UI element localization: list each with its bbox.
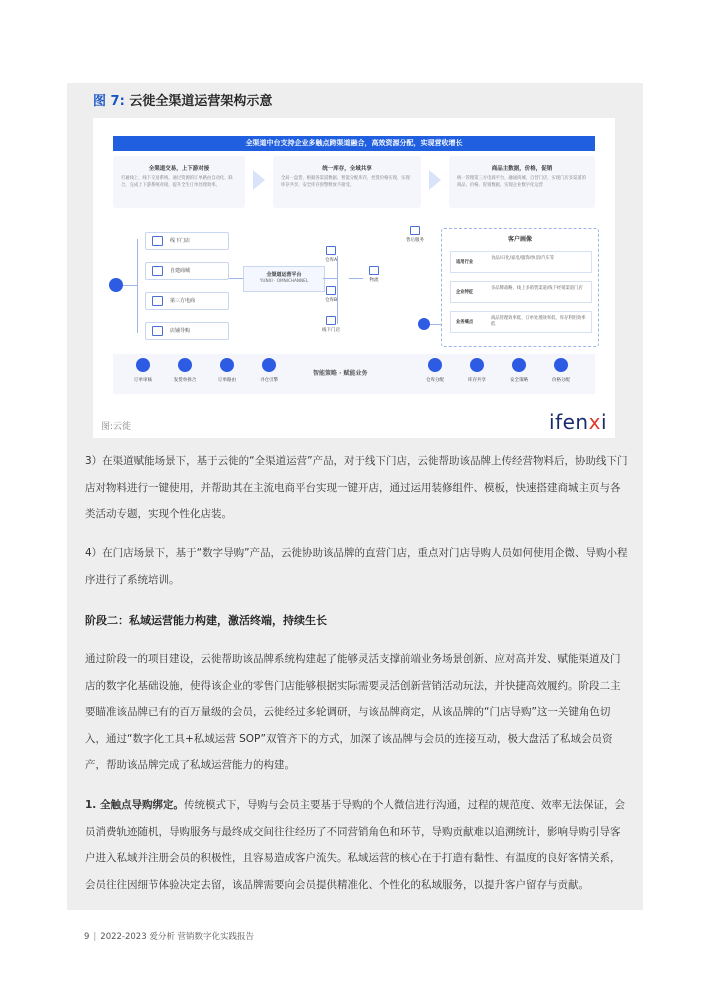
strategy-item	[415, 358, 455, 383]
truck-icon	[369, 266, 379, 275]
connector	[137, 239, 138, 333]
figure-credit: 图:云徙	[101, 422, 132, 432]
hub-title: 全渠道运营平台	[266, 272, 302, 278]
ifenxi-logo	[549, 410, 607, 434]
warehouse-label: 线下门店	[322, 328, 340, 333]
customer-icon	[418, 318, 430, 330]
after-sales-node	[398, 226, 432, 244]
strategy-item	[249, 358, 289, 383]
logo-accent: x	[588, 410, 601, 434]
strategy-label: 价格分配	[552, 378, 570, 383]
after-sales-label: 售后服务	[406, 238, 424, 243]
mall-icon	[152, 266, 163, 276]
warehouse-icon	[326, 246, 336, 255]
strategy-label: 发货单拆合	[173, 378, 197, 383]
strategy-label: 寻仓引擎	[260, 378, 278, 383]
strategy-item	[123, 358, 163, 383]
portrait-value: 食品/日化/家电/服饰/快消/汽车等	[491, 256, 555, 261]
engine-icon	[262, 358, 276, 372]
guide-icon	[152, 326, 163, 336]
service-card-inventory	[273, 156, 421, 208]
warehouse-store	[315, 316, 347, 334]
strategy-label: 订单路由	[218, 378, 236, 383]
arrow-right-icon	[253, 170, 265, 190]
headset-icon	[410, 226, 420, 235]
warehouse-label: 仓库B	[324, 298, 338, 303]
portrait-row	[450, 311, 592, 333]
channel-label: 第三方电商	[170, 298, 196, 304]
paragraph-store	[85, 540, 630, 593]
service-card-trade	[113, 156, 245, 208]
warehouse-a	[318, 246, 344, 264]
logistics-label: 物流	[369, 278, 379, 283]
store-icon	[326, 316, 336, 325]
architecture-figure	[93, 118, 615, 438]
section-heading: 阶段二：私域运营能力构建，激活终端，持续生长	[85, 614, 327, 627]
connector	[323, 278, 337, 279]
figure-number: 图 7:	[93, 94, 125, 109]
figure-banner: 全渠道中台支持企业多触点跨渠道融合，高效资源分配，实现营收增长	[113, 136, 595, 151]
strategy-label: 订单审核	[134, 378, 152, 383]
paragraph-channel	[85, 448, 630, 528]
service-card-product	[449, 156, 595, 208]
paragraph-text: 4）在门店场景下，基于“数字导购”产品，云徙协助该品牌的直营门店，重点对门店导购人员如何使用企微、导购小程序进行了系统培训。	[85, 547, 628, 586]
cart-icon	[152, 296, 163, 306]
paragraph-text: 3）在渠道赋能场景下，基于云徙的“全渠道运营”产品，对于线下门店，云徙帮助该品牌上传经营物料后，协助线下门店对物料进行一键使用，并帮助其在主流电商平台实现一键开店，通过运用装修组件、模板，快速搭建商城主页与各类活动专题，实现个性化店装。	[85, 455, 628, 520]
page-footer	[84, 930, 254, 942]
warehouse-label: 仓库A	[324, 258, 338, 263]
service-desc: 统一管理第三方电商平台，融通商城、自营门店，实现门店多渠道的商品、价格、促销数据，实现企业数字化运营	[457, 176, 586, 188]
paragraph-stage-two	[85, 646, 630, 779]
service-desc: 全局一盘货，根据各渠道数据、智能分配库存，控货价格实现，实现库存共享，安全库存预警释放不接受。	[281, 176, 410, 188]
arrow-right-icon	[429, 170, 441, 190]
price-icon	[554, 358, 568, 372]
channel-label: 自建商城	[170, 268, 191, 274]
channel-label: 店铺导购	[170, 328, 191, 334]
service-title: 全渠道交易，上下游对接	[148, 166, 210, 172]
service-title: 统一库存，全域共享	[322, 166, 372, 172]
portrait-key: 适用行业	[456, 260, 474, 265]
hub-subtitle: YUNXI · OMNICHANNEL	[259, 278, 309, 283]
logistics-node	[361, 266, 387, 284]
paragraph-text: 通过阶段一的项目建设，云徙帮助该品牌系统构建起了能够灵活支撑前端业务场景创新、应对高并发、赋能渠道及门店的数字化基础设施，使得该企业的零售门店能够根据实际需要灵活创新营销活动玩法，并快捷高效履约。阶段二主要瞄准该品牌已有的百万量级的会员，云徙经过多轮调研，与该品牌商定，从该品牌的“门店导购”这一关键角色切入，通过“数字化工具+私域运营 SOP”双管齐下的方式，加深了该品牌与会员的连接互动，极大盘活了私域会员资产，帮助该品牌完成了私域运营能力的构建。	[85, 653, 621, 771]
channel-offline-store	[145, 232, 229, 250]
portrait-value: 多品牌战略，线上多销售渠道/线下经销渠道门店	[491, 286, 583, 291]
route-icon	[220, 358, 234, 372]
strategy-item	[499, 358, 539, 383]
portrait-key: 业务痛点	[456, 320, 474, 325]
channel-guide	[145, 322, 229, 340]
connector	[123, 285, 137, 286]
logo-text: ifen	[549, 410, 589, 434]
logo-tail: i	[600, 410, 607, 434]
split-icon	[178, 358, 192, 372]
footer-text: 2022-2023 爱分析 营销数字化实践报告	[100, 932, 255, 942]
warehouse-icon	[326, 286, 336, 295]
warehouse-b	[318, 286, 344, 304]
warehouse-icon	[428, 358, 442, 372]
strategy-label: 安全策略	[510, 378, 528, 383]
strategy-item	[457, 358, 497, 383]
paragraph-lead: 1. 全触点导购绑定。	[85, 799, 184, 811]
customer-icon	[109, 278, 123, 292]
store-icon	[152, 236, 163, 246]
service-title: 商品主数据，价格，促销	[491, 166, 553, 172]
service-desc: 打通线上、线下交易系统，通过资源的订单路由自动化、联合，完成上下游系统对接，提升全生订单处理效率。	[121, 176, 233, 188]
channel-third-party	[145, 292, 229, 310]
footer-separator: |	[93, 932, 97, 942]
strategy-item	[541, 358, 581, 383]
strategy-item	[165, 358, 205, 383]
channel-label: 线下门店	[170, 238, 191, 244]
omnichannel-hub	[243, 266, 325, 292]
connector	[229, 278, 243, 279]
portrait-key: 企业特征	[456, 290, 474, 295]
connector	[430, 324, 441, 325]
share-icon	[470, 358, 484, 372]
portrait-title: 客户画像	[507, 236, 532, 243]
channel-own-mall	[145, 262, 229, 280]
strategy-label: 库存共享	[468, 378, 486, 383]
order-icon	[136, 358, 150, 372]
paragraph-text: 传统模式下，导购与会员主要基于导购的个人微信进行沟通，过程的规范度、效率无法保证，会员消费轨迹随机，导购服务与最终成交间往往经历了不同营销角色和环节，导购贡献难以追溯统计，影响导购引导客户进入私域并注册会员的积极性，且容易造成客户流失。私域运营的核心在于打造有黏性、有温度的良好客情关系，会员往往因细节体验决定去留，该品牌需要向会员提供精准化、个性化的私域服务，以提升客户留存与贡献。	[85, 799, 625, 891]
paragraph-touchpoint	[85, 792, 630, 898]
customer-portrait	[441, 228, 599, 347]
figure-caption: 云徙全渠道运营架构示意	[129, 94, 273, 109]
strategy-bar	[113, 354, 595, 394]
page-number: 9	[84, 932, 90, 942]
portrait-row	[450, 281, 592, 303]
strategy-item	[207, 358, 247, 383]
portrait-value: 商品管理效率低、订单处理效率低、库存利用效率低	[491, 316, 586, 327]
portrait-row	[450, 251, 592, 273]
strategy-label: 仓库分配	[426, 378, 444, 383]
strategy-title: 智能策略 · 赋能业务	[313, 370, 368, 377]
shield-icon	[512, 358, 526, 372]
figure-title	[93, 90, 272, 109]
